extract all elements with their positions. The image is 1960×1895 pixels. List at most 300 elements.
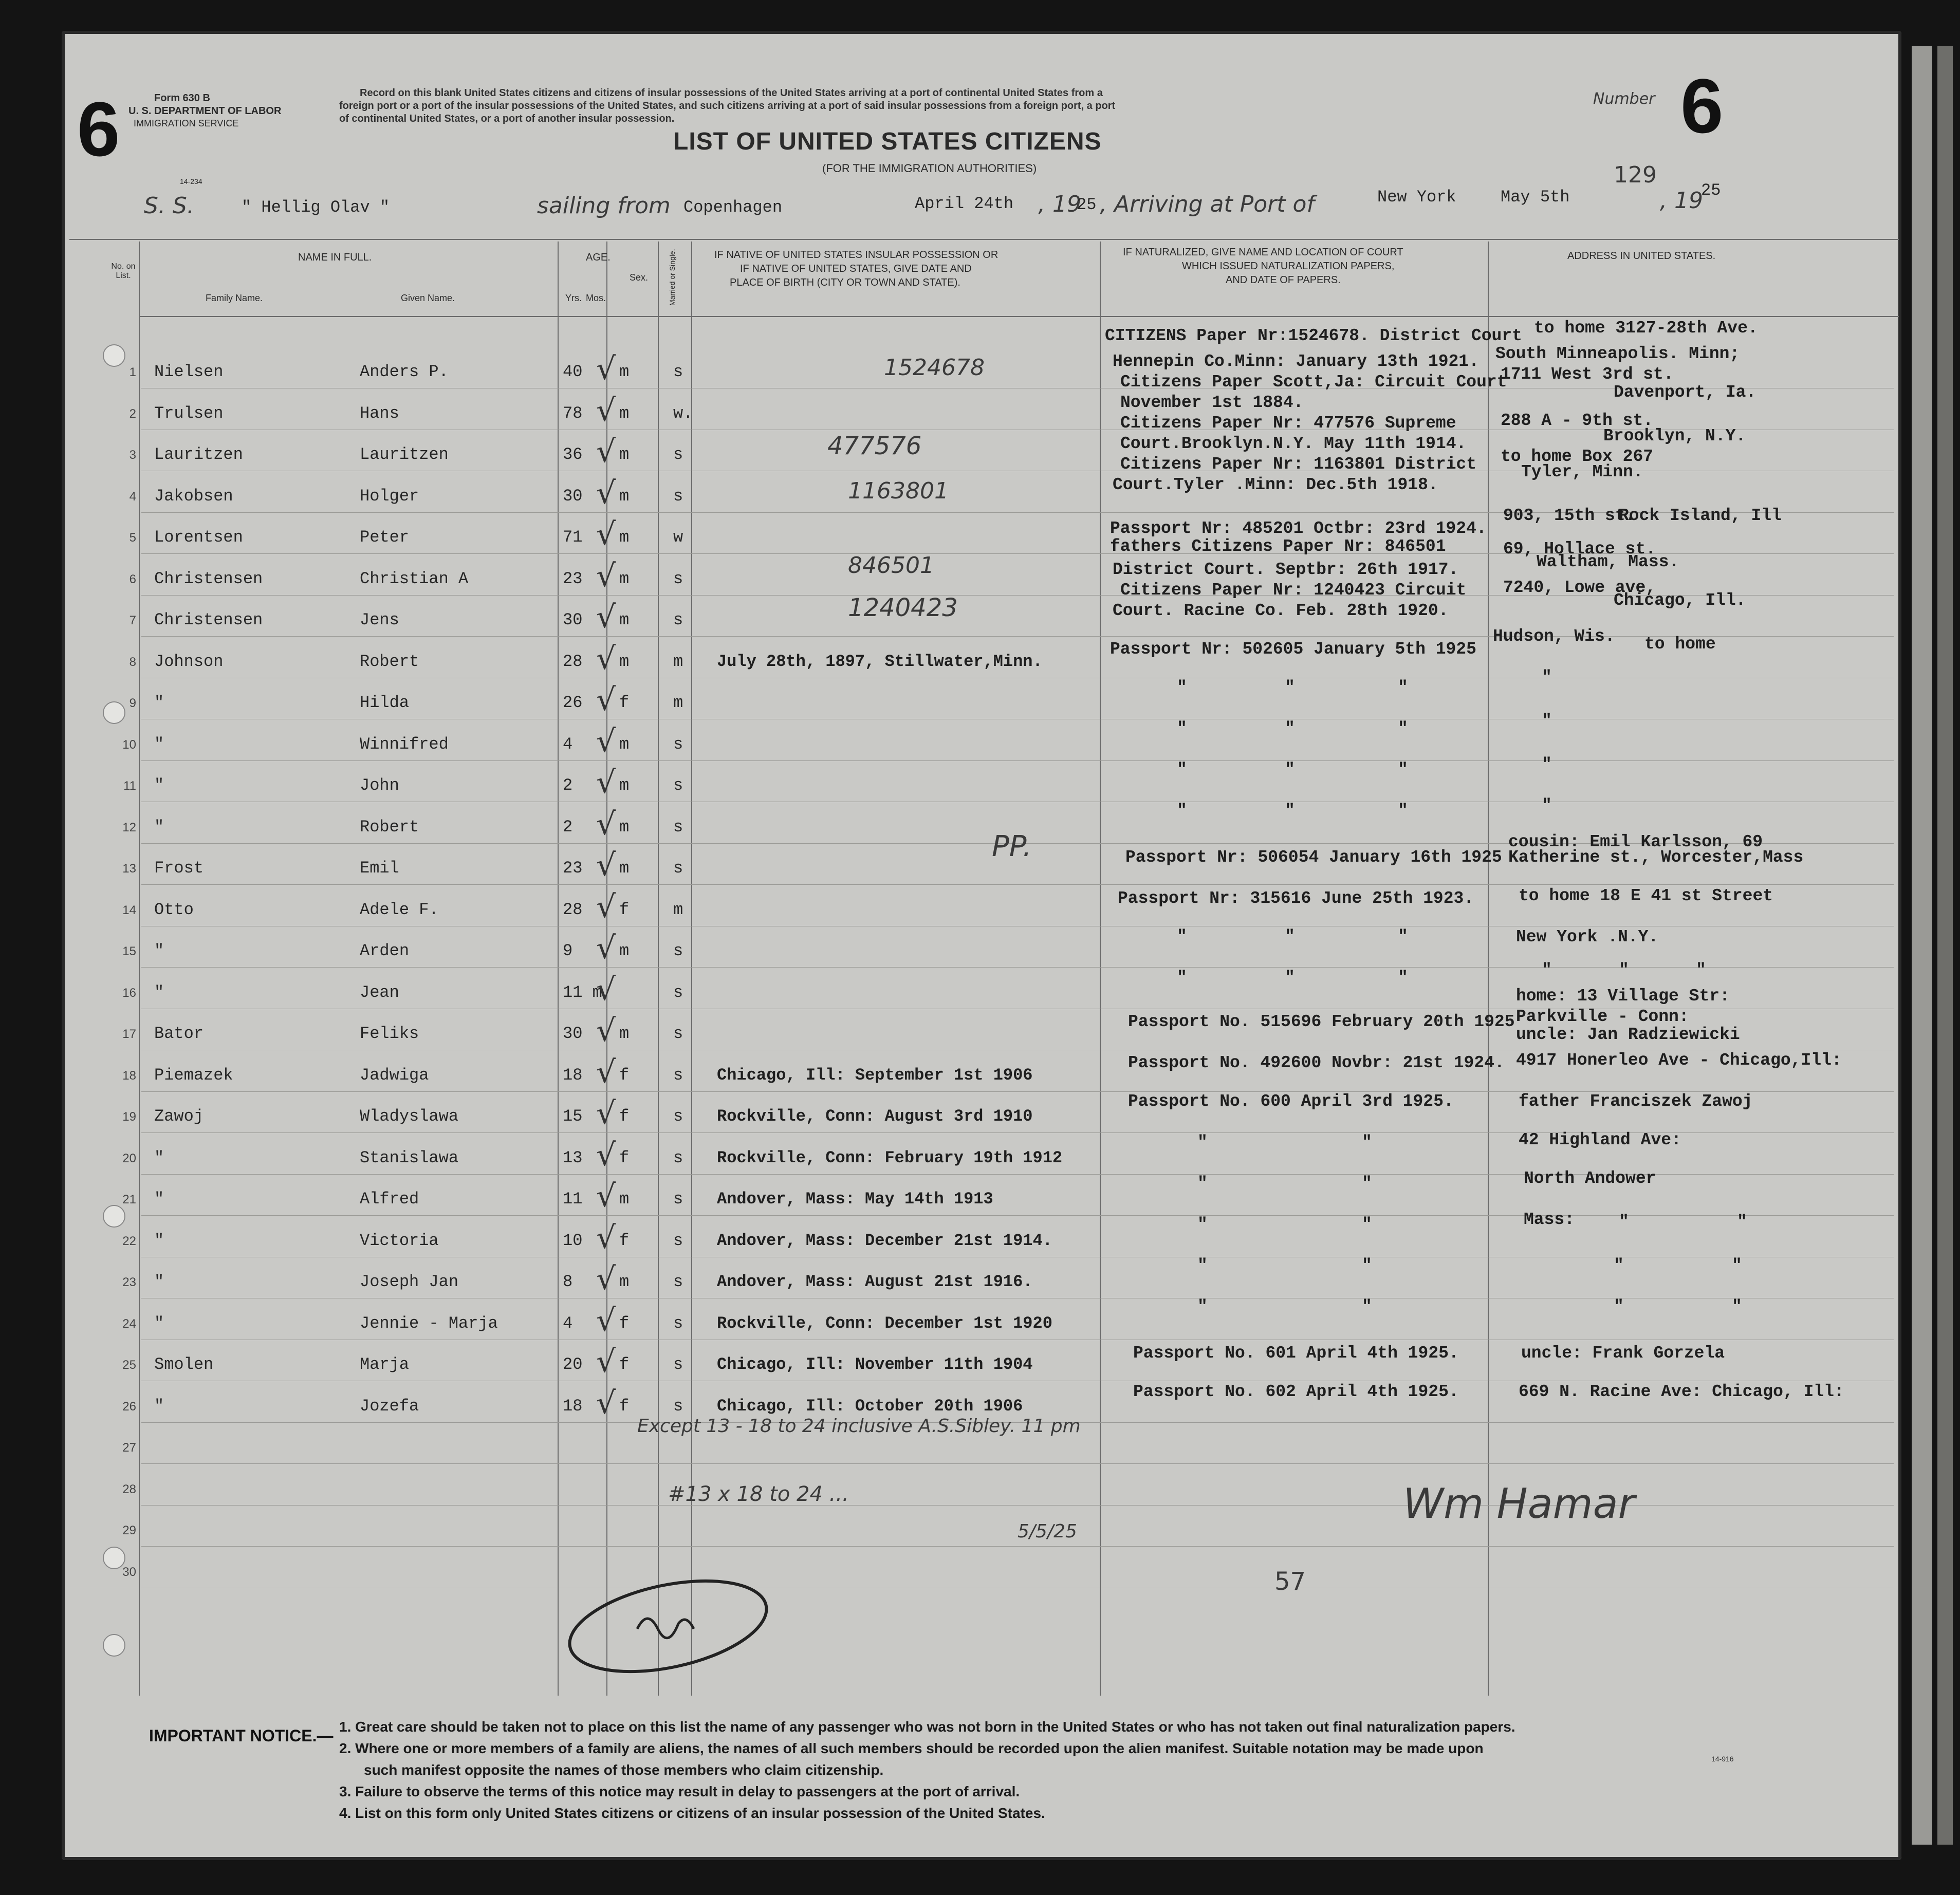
- handwritten-paper-number: 477576: [827, 432, 922, 460]
- ditto-mark: ": [1398, 969, 1408, 988]
- age: 20: [563, 1355, 583, 1374]
- family-name: Otto: [154, 900, 194, 919]
- sex: m: [619, 859, 630, 878]
- handwritten-paper-number: 1240423: [848, 593, 958, 622]
- ditto-mark: ": [1285, 927, 1295, 946]
- col-age: AGE.: [586, 252, 611, 263]
- given-name: Christian A: [360, 569, 469, 588]
- row-number: 14: [122, 903, 136, 917]
- intro-line-2: foreign port or a port of the insular possessions of the United States, and such citizens arriving at a port of said insular possessions from a foreign port, a port: [339, 100, 1116, 112]
- department: U. S. DEPARTMENT OF LABOR: [128, 105, 282, 117]
- sex: m: [619, 652, 630, 671]
- check-mark: √: [596, 806, 616, 842]
- age: 4: [563, 735, 573, 754]
- birthplace: Andover, Mass: May 14th 1913: [717, 1190, 993, 1209]
- marital-status: s: [673, 859, 683, 878]
- ditto-mark: ": [1285, 719, 1295, 738]
- row-number: 18: [122, 1069, 136, 1083]
- age: 10: [563, 1231, 583, 1250]
- given-name: Marja: [360, 1355, 410, 1374]
- birthplace: Chicago, Ill: November 11th 1904: [717, 1355, 1033, 1374]
- address-entry: father Franciszek Zawoj: [1519, 1092, 1753, 1111]
- page-subtitle: (FOR THE IMMIGRATION AUTHORITIES): [822, 162, 1037, 175]
- check-mark: √: [596, 723, 616, 759]
- sex: f: [619, 1107, 630, 1126]
- handwritten-note: #13 x 18 to 24 ...: [668, 1482, 849, 1506]
- ship-name: " Hellig Olav ": [242, 198, 390, 217]
- birthplace: Andover, Mass: August 21st 1916.: [717, 1272, 1033, 1291]
- address-entry: 69, Hollace st.: [1503, 540, 1656, 559]
- family-name: Piemazek: [154, 1066, 233, 1085]
- handwritten-date: 5/5/25: [1018, 1521, 1077, 1542]
- given-name: Winnifred: [360, 735, 449, 754]
- sex: f: [619, 1066, 630, 1085]
- ditto-mark: ": [1614, 1297, 1624, 1316]
- row-number: 6: [129, 572, 136, 586]
- check-mark: √: [596, 1385, 616, 1421]
- sex: f: [619, 1314, 630, 1333]
- rule: [1100, 241, 1101, 1696]
- marital-status: s: [673, 487, 683, 506]
- naturalization-entry: fathers Citizens Paper Nr: 846501: [1110, 537, 1446, 556]
- ditto-mark: ": [1285, 760, 1295, 779]
- row-rule: [141, 1463, 1894, 1464]
- given-name: Jean: [360, 983, 399, 1002]
- family-name: Christensen: [154, 610, 263, 629]
- birthplace: Andover, Mass: December 21st 1914.: [717, 1231, 1052, 1250]
- address-entry: Mass:: [1524, 1210, 1575, 1229]
- ditto-mark: ": [1285, 969, 1295, 988]
- age: 78: [563, 404, 583, 423]
- row-rule: [141, 1546, 1894, 1547]
- year-2: 25: [1701, 181, 1721, 200]
- given-name: Jadwiga: [360, 1066, 429, 1085]
- ditto-mark: ": [1177, 678, 1187, 697]
- row-number: 7: [129, 614, 136, 627]
- col-given-name: Given Name.: [401, 293, 455, 303]
- address-entry: 669 N. Racine Ave: Chicago, Ill:: [1519, 1382, 1844, 1401]
- year-1: 25: [1077, 195, 1097, 214]
- sex: f: [619, 1355, 630, 1374]
- age: 15: [563, 1107, 583, 1126]
- address-entry: uncle: Frank Gorzela: [1521, 1344, 1725, 1363]
- row-number: 11: [123, 779, 136, 793]
- row-number: 10: [122, 738, 136, 752]
- age: 18: [563, 1397, 583, 1416]
- notice-2: 2. Where one or more members of a family are aliens, the names of all such members should be recorded upon the alien manifest. Suitable notation may be made upon: [339, 1740, 1484, 1756]
- row-number: 24: [122, 1317, 136, 1331]
- address-entry: Rock Island, Ill: [1619, 506, 1782, 525]
- punch-hole: [103, 1547, 125, 1569]
- age: 11 m: [563, 983, 602, 1002]
- marital-status: s: [673, 569, 683, 588]
- stamp-ellipse: [560, 1572, 776, 1685]
- given-name: Jozefa: [360, 1397, 419, 1416]
- age: 30: [563, 487, 583, 506]
- sex: m: [619, 776, 630, 795]
- marital-status: s: [673, 1107, 683, 1126]
- sheet-number-right: 6: [1680, 63, 1724, 149]
- sex: m: [619, 1190, 630, 1209]
- family-name: Trulsen: [154, 404, 224, 423]
- check-mark: √: [596, 516, 616, 552]
- ditto-mark: ": [1362, 1215, 1372, 1234]
- row-number: 8: [129, 655, 136, 669]
- ditto-mark: ": [1285, 802, 1295, 821]
- age: 30: [563, 610, 583, 629]
- signature: Wm Hamar: [1403, 1480, 1635, 1528]
- age: 36: [563, 445, 583, 464]
- ditto-mark: ": [1542, 796, 1552, 815]
- given-name: Lauritzen: [360, 445, 449, 464]
- marital-status: s: [673, 1066, 683, 1085]
- birthplace: Rockville, Conn: December 1st 1920: [717, 1314, 1052, 1333]
- sex: m: [619, 1272, 630, 1291]
- marital-status: s: [673, 941, 683, 960]
- birthplace: Rockville, Conn: February 19th 1912: [717, 1148, 1063, 1167]
- marital-status: s: [673, 610, 683, 629]
- given-name: Arden: [360, 941, 410, 960]
- family-name: ": [154, 1272, 164, 1291]
- ditto-mark: ": [1362, 1133, 1372, 1152]
- row-number: 1: [129, 365, 136, 379]
- punch-hole: [103, 344, 125, 367]
- arriving-label: , Arriving at Port of: [1100, 191, 1315, 217]
- col-birth-1: IF NATIVE OF UNITED STATES INSULAR POSSESSION OR: [714, 249, 999, 261]
- marital-status: w: [673, 528, 683, 547]
- row-rule: [141, 636, 1894, 637]
- age: 40: [563, 362, 583, 381]
- naturalization-entry: Passport No. 515696 February 20th 1925: [1128, 1012, 1515, 1031]
- marital-status: s: [673, 445, 683, 464]
- sheet-number: 6: [77, 86, 120, 172]
- ditto-mark: ": [1542, 755, 1552, 774]
- sex: m: [619, 1024, 630, 1043]
- year-prefix: , 19: [1038, 191, 1081, 217]
- age: 2: [563, 776, 573, 795]
- rule: [691, 241, 692, 1696]
- naturalization-entry: Passport No. 601 April 4th 1925.: [1133, 1344, 1459, 1363]
- ditto-mark: ": [1197, 1256, 1208, 1275]
- ditto-mark: ": [1614, 1256, 1624, 1275]
- sex: m: [619, 610, 630, 629]
- marital-status: s: [673, 776, 683, 795]
- marital-status: s: [673, 818, 683, 837]
- sex: f: [619, 693, 630, 712]
- check-mark: √: [596, 1178, 616, 1214]
- age: 71: [563, 528, 583, 547]
- sex: m: [619, 569, 630, 588]
- address-entry: Chicago, Ill.: [1614, 591, 1746, 610]
- row-number: 12: [122, 821, 136, 834]
- family-name: Smolen: [154, 1355, 214, 1374]
- arrival-date: May 5th: [1501, 188, 1570, 207]
- naturalization-entry: Passport Nr: 315616 June 25th 1923.: [1118, 889, 1474, 908]
- address-entry: North Andower: [1524, 1169, 1656, 1188]
- row-rule: [141, 1215, 1894, 1216]
- age: 28: [563, 652, 583, 671]
- family-name: Bator: [154, 1024, 204, 1043]
- family-name: Zawoj: [154, 1107, 204, 1126]
- rule: [658, 241, 659, 1696]
- col-family-name: Family Name.: [206, 293, 263, 303]
- sex: m: [619, 941, 630, 960]
- marital-status: w.: [673, 404, 693, 423]
- address-entry: Davenport, Ia.: [1614, 383, 1756, 402]
- given-name: Joseph Jan: [360, 1272, 459, 1291]
- row-number: 27: [122, 1441, 136, 1455]
- col-sex: Sex.: [630, 272, 649, 283]
- row-number: 15: [122, 944, 136, 958]
- row-number: 4: [129, 490, 136, 504]
- family-name: ": [154, 1314, 164, 1333]
- given-name: Hans: [360, 404, 399, 423]
- given-name: Holger: [360, 487, 419, 506]
- age: 11: [563, 1190, 583, 1209]
- age: 9: [563, 941, 573, 960]
- col-birth-3: PLACE OF BIRTH (CITY OR TOWN AND STATE).: [730, 277, 960, 288]
- page-edge: [1937, 46, 1953, 1845]
- age: 8: [563, 1272, 573, 1291]
- address-entry: to home Box 267: [1501, 447, 1654, 466]
- rule: [139, 241, 140, 1696]
- address-entry: 288 A - 9th st.: [1501, 411, 1654, 430]
- marital-status: s: [673, 1355, 683, 1374]
- notice-4: 4. List on this form only United States citizens or citizens of an insular possession of the United States.: [339, 1805, 1045, 1821]
- row-number: 17: [122, 1027, 136, 1041]
- address-entry: 4917 Honerleo Ave - Chicago,Ill:: [1516, 1051, 1842, 1070]
- col-nat-1: IF NATURALIZED, GIVE NAME AND LOCATION OF COURT: [1123, 247, 1403, 258]
- ditto-mark: ": [1197, 1215, 1208, 1234]
- check-mark: √: [596, 682, 616, 718]
- intro-line-1: Record on this blank United States citizens and citizens of insular possessions of the United States arriving at a port of continental United States from a: [360, 87, 1103, 99]
- row-number: 23: [122, 1275, 136, 1289]
- address-entry: 903, 15th st.: [1503, 506, 1636, 525]
- naturalization-entry: Citizens Paper Nr: 477576 Supreme: [1120, 414, 1456, 433]
- naturalization-entry: District Court. Septbr: 26th 1917.: [1113, 560, 1459, 579]
- marital-status: s: [673, 1272, 683, 1291]
- age: 26: [563, 693, 583, 712]
- given-name: Adele F.: [360, 900, 439, 919]
- check-mark: √: [596, 351, 616, 387]
- row-number: 5: [129, 531, 136, 545]
- row-number: 30: [122, 1565, 136, 1579]
- given-name: Peter: [360, 528, 410, 547]
- naturalization-entry: Court.Brooklyn.N.Y. May 11th 1914.: [1120, 434, 1467, 453]
- row-rule: [141, 884, 1894, 885]
- address-entry: Tyler, Minn.: [1521, 462, 1643, 481]
- given-name: Robert: [360, 652, 419, 671]
- address-entry: New York .N.Y.: [1516, 927, 1659, 946]
- marital-status: s: [673, 1024, 683, 1043]
- family-name: ": [154, 693, 164, 712]
- naturalization-entry: Passport No. 492600 Novbr: 21st 1924.: [1128, 1053, 1505, 1072]
- family-name: ": [154, 1231, 164, 1250]
- ditto-mark: ": [1177, 969, 1187, 988]
- ditto-mark: ": [1619, 1213, 1629, 1232]
- family-name: Johnson: [154, 652, 224, 671]
- address-entry: 1711 West 3rd st.: [1501, 365, 1674, 384]
- given-name: Jens: [360, 610, 399, 629]
- address-entry: uncle: Jan Radziewicki: [1516, 1025, 1740, 1044]
- birthplace: Chicago, Ill: September 1st 1906: [717, 1066, 1033, 1085]
- ditto-mark: ": [1619, 961, 1629, 980]
- given-name: John: [360, 776, 399, 795]
- family-name: Frost: [154, 859, 204, 878]
- row-number: 21: [122, 1193, 136, 1206]
- ditto-mark: ": [1362, 1174, 1372, 1193]
- naturalization-entry: Passport No. 602 April 4th 1925.: [1133, 1382, 1459, 1401]
- address-entry: Brooklyn, N.Y.: [1603, 426, 1746, 445]
- check-mark: √: [596, 393, 616, 429]
- check-mark: √: [596, 1095, 616, 1131]
- ditto-mark: ": [1732, 1256, 1742, 1275]
- age: 4: [563, 1314, 573, 1333]
- row-number: 13: [122, 862, 136, 876]
- naturalization-entry: Citizens Paper Nr: 1163801 District: [1120, 455, 1477, 474]
- check-mark: √: [596, 889, 616, 925]
- col-address: ADDRESS IN UNITED STATES.: [1567, 250, 1716, 262]
- page-title: LIST OF UNITED STATES CITIZENS: [673, 128, 1102, 155]
- family-name: ": [154, 1190, 164, 1209]
- col-yrs: Yrs.: [565, 293, 582, 303]
- sex: m: [619, 818, 630, 837]
- sex: f: [619, 1397, 630, 1416]
- naturalization-entry: Passport Nr: 502605 January 5th 1925: [1110, 640, 1476, 659]
- check-mark: √: [596, 1344, 616, 1380]
- ditto-mark: ": [1197, 1174, 1208, 1193]
- age: 23: [563, 569, 583, 588]
- page-edge: [1912, 46, 1932, 1845]
- given-name: Stanislawa: [360, 1148, 459, 1167]
- family-name: ": [154, 735, 164, 754]
- departure-date: April 24th: [915, 194, 1014, 213]
- header-rule: [69, 239, 1899, 240]
- marital-status: s: [673, 983, 683, 1002]
- given-name: Emil: [360, 859, 399, 878]
- check-mark: √: [596, 930, 616, 966]
- sex: f: [619, 1148, 630, 1167]
- check-mark: √: [596, 1303, 616, 1339]
- form-number: Form 630 B: [154, 92, 210, 104]
- row-number: 9: [129, 696, 136, 710]
- check-mark: √: [596, 641, 616, 677]
- naturalization-entry: Passport No. 600 April 3rd 1925.: [1128, 1092, 1454, 1111]
- ss-label: S. S.: [144, 193, 194, 219]
- rule: [558, 241, 559, 1696]
- intro-line-3: of continental United States, or a port of another insular possession.: [339, 113, 675, 124]
- notice-label: IMPORTANT NOTICE.—: [149, 1726, 334, 1745]
- col-nat-3: AND DATE OF PAPERS.: [1226, 274, 1341, 286]
- ditto-mark: ": [1197, 1297, 1208, 1316]
- ditto-mark: ": [1398, 802, 1408, 821]
- row-number: 2: [129, 407, 136, 421]
- rule: [1488, 241, 1489, 1696]
- row-number: 22: [122, 1234, 136, 1248]
- handwritten-paper-number: 1163801: [848, 478, 949, 504]
- sex: m: [619, 528, 630, 547]
- given-name: Alfred: [360, 1190, 419, 1209]
- check-mark: √: [596, 765, 616, 801]
- birthplace: July 28th, 1897, Stillwater,Minn.: [717, 652, 1043, 671]
- marital-status: s: [673, 1397, 683, 1416]
- family-name: Lorentsen: [154, 528, 243, 547]
- row-number: 25: [122, 1358, 136, 1372]
- ditto-mark: ": [1398, 719, 1408, 738]
- naturalization-entry: November 1st 1884.: [1120, 393, 1304, 412]
- naturalization-entry: Citizens Paper Nr: 1240423 Circuit: [1120, 581, 1467, 600]
- given-name: Jennie - Marja: [360, 1314, 498, 1333]
- address-entry: Waltham, Mass.: [1537, 552, 1679, 571]
- col-mos: Mos.: [586, 293, 606, 303]
- family-name: Jakobsen: [154, 487, 233, 506]
- ditto-mark: ": [1398, 678, 1408, 697]
- age: 30: [563, 1024, 583, 1043]
- given-name: Hilda: [360, 693, 410, 712]
- code-left: 14-234: [180, 177, 202, 185]
- naturalization-entry: Court. Racine Co. Feb. 28th 1920.: [1113, 601, 1449, 620]
- marital-status: s: [673, 1314, 683, 1333]
- ditto-mark: ": [1398, 927, 1408, 946]
- address-entry: cousin: Emil Karlsson, 69: [1508, 832, 1763, 851]
- age: 23: [563, 859, 583, 878]
- given-name: Feliks: [360, 1024, 419, 1043]
- naturalization-entry: CITIZENS Paper Nr:1524678. District Court: [1105, 326, 1522, 345]
- punch-hole: [103, 1634, 125, 1657]
- check-mark: √: [596, 1261, 616, 1297]
- given-name: Victoria: [360, 1231, 439, 1250]
- ditto-mark: ": [1542, 961, 1552, 980]
- port-from: Copenhagen: [683, 198, 783, 217]
- given-name: Robert: [360, 818, 419, 837]
- notice-2-cont: such manifest opposite the names of those members who claim citizenship.: [364, 1762, 884, 1778]
- number-label: Number: [1593, 90, 1655, 108]
- family-name: ": [154, 818, 164, 837]
- row-number: 20: [122, 1151, 136, 1165]
- check-mark: √: [596, 475, 616, 511]
- check-mark: √: [596, 847, 616, 883]
- service: IMMIGRATION SERVICE: [134, 118, 239, 128]
- marital-status: m: [673, 652, 683, 671]
- handwritten-page-number: 57: [1274, 1567, 1306, 1596]
- address-entry: 7240, Lowe ave,: [1503, 578, 1656, 597]
- row-number: 16: [122, 986, 136, 1000]
- sex: m: [619, 362, 630, 381]
- ditto-mark: ": [1542, 668, 1552, 687]
- marital-status: s: [673, 362, 683, 381]
- notice-code: 14-916: [1711, 1755, 1734, 1763]
- marital-status: m: [673, 693, 683, 712]
- notice-1: 1. Great care should be taken not to place on this list the name of any passenger who was not born in the United States or who has not taken out final naturalization papers.: [339, 1719, 1515, 1735]
- handwritten-paper-number: 1524678: [884, 355, 985, 381]
- address-entry: Hudson, Wis.: [1493, 627, 1615, 646]
- address-entry: home: 13 Village Str:: [1516, 987, 1730, 1006]
- ditto-mark: ": [1177, 927, 1187, 946]
- col-birth-2: IF NATIVE OF UNITED STATES, GIVE DATE AND: [740, 263, 972, 274]
- address-entry: 42 Highland Ave:: [1519, 1130, 1681, 1149]
- ditto-mark: ": [1542, 712, 1552, 731]
- ditto-mark: ": [1177, 760, 1187, 779]
- sailing-from-label: sailing from: [537, 193, 671, 219]
- col-no: No. on List.: [111, 262, 136, 280]
- year-prefix-2: , 19: [1660, 188, 1703, 214]
- address-entry: to home 3127-28th Ave.: [1534, 319, 1758, 338]
- sex: f: [619, 900, 630, 919]
- check-mark: √: [596, 434, 616, 470]
- sex: m: [619, 445, 630, 464]
- check-mark: √: [596, 1220, 616, 1256]
- family-name: ": [154, 941, 164, 960]
